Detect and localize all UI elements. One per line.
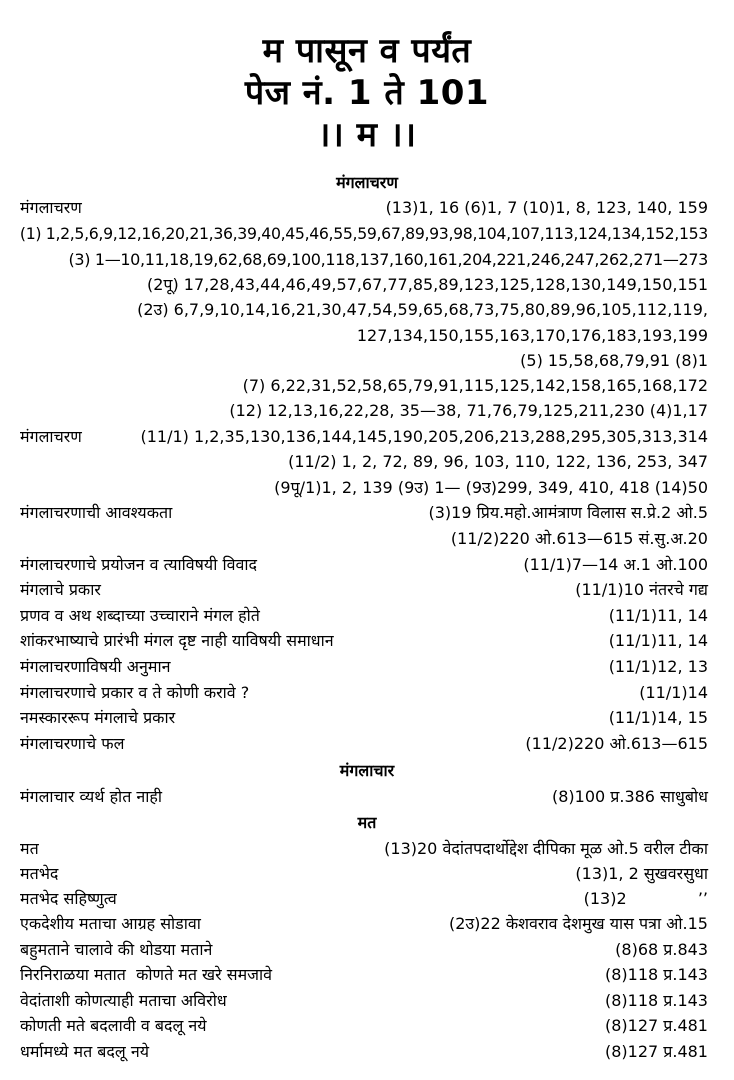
index-entry xyxy=(20,912,708,936)
index-entry xyxy=(20,527,708,551)
entry-reference: (11/2)220 ओ.613—615 सं.सु.अ.20 xyxy=(450,529,708,548)
index-entry xyxy=(20,785,708,809)
entry-label: नमस्काररूप मंगलाचे प्रकार xyxy=(20,708,176,727)
entry-reference: (5) 15,58,68,79,91 (8)1 xyxy=(520,351,708,370)
entry-reference: (13)1, 16 (6)1, 7 (10)1, 8, 123, 140, 159 xyxy=(385,198,708,217)
index-entry xyxy=(20,324,708,348)
index-entry xyxy=(20,349,708,373)
letter-heading: ।। म ।। xyxy=(317,115,417,155)
entry-label: शांकरभाष्याचे प्रारंभी मंगल दृष्ट नाही याविषयी समाधान xyxy=(20,631,334,650)
entry-reference: (11/1)7—14 अ.1 ओ.100 xyxy=(523,555,708,574)
entry-reference: (11/1)14 xyxy=(639,683,708,702)
index-entry xyxy=(20,196,708,220)
entry-reference: (11/1)12, 13 xyxy=(608,657,708,676)
entry-reference: (3)19 प्रिय.महो.आमंत्राण विलास स.प्रे.2 ओ.5 xyxy=(428,503,708,522)
page-title: म पासून व पर्यंत xyxy=(262,31,472,71)
entry-reference: (8)118 प्र.143 xyxy=(604,965,708,984)
index-entry xyxy=(20,222,708,246)
entry-reference: (2उ)22 केशवराव देशमुख यास पत्रा ओ.15 xyxy=(448,914,708,933)
index-entry xyxy=(20,655,708,679)
entry-reference: (11/2) 1, 2, 72, 89, 96, 103, 110, 122, 136, 253, 347 xyxy=(288,452,708,471)
index-entry xyxy=(20,298,708,322)
index-entry xyxy=(20,553,708,577)
entry-label: मंगलाचे प्रकार xyxy=(20,580,101,599)
index-entry xyxy=(20,578,708,602)
entry-reference: (8)127 प्र.481 xyxy=(604,1016,708,1035)
index-entry xyxy=(20,476,708,500)
entry-reference: (8)127 प्र.481 xyxy=(604,1042,708,1061)
entry-reference: (2उ) 6,7,9,10,14,16,21,30,47,54,59,65,68,73,75,80,89,96,105,112,119, xyxy=(137,300,708,319)
index-entry xyxy=(20,399,708,423)
index-entry xyxy=(20,248,708,272)
entry-reference: (13)2 ’’ xyxy=(583,889,708,908)
entry-reference: (8)100 प्र.386 साधुबोध xyxy=(551,787,708,806)
entry-reference: (8)118 प्र.143 xyxy=(604,991,708,1010)
entry-label: वेदांताशी कोणत्याही मताचा अविरोध xyxy=(20,991,227,1010)
index-entry xyxy=(20,681,708,705)
index-entry xyxy=(20,963,708,987)
section-heading: मत xyxy=(357,813,377,832)
index-entry xyxy=(20,450,708,474)
entry-reference: (1) 1,2,5,6,9,12,16,20,21,36,39,40,45,46,55,59,67,89,93,98,104,107,113,124,134,152,153 xyxy=(19,224,708,243)
entry-reference: (11/1)11, 14 xyxy=(608,631,708,650)
entry-reference: (12) 12,13,16,22,28, 35—38, 71,76,79,125,211,230 (4)1,17 xyxy=(229,401,708,420)
section-heading: मंगलाचार xyxy=(339,761,395,780)
entry-label: मंगलाचरणाचे फल xyxy=(20,734,125,753)
entry-reference: (13)20 वेदांतपदार्थोद्देश दीपिका मूळ ओ.5 वरील टीका xyxy=(384,839,708,858)
entry-reference: (9पू/1)1, 2, 139 (9उ) 1— (9उ)299, 349, 410, 418 (14)50 xyxy=(274,478,708,497)
entry-label: मंगलाचरणाविषयी अनुमान xyxy=(20,657,171,676)
entry-reference: (11/2)220 ओ.613—615 xyxy=(525,734,708,753)
index-entry xyxy=(20,862,708,886)
index-entry xyxy=(20,1040,708,1064)
index-entry xyxy=(20,938,708,962)
entry-label: एकदेशीय मताचा आग्रह सोडावा xyxy=(20,914,201,933)
entry-label: मंगलाचरण xyxy=(20,427,82,446)
entry-reference: (13)1, 2 सुखवरसुधा xyxy=(575,864,708,883)
index-entry xyxy=(20,425,708,449)
index-entry xyxy=(20,374,708,398)
index-entry xyxy=(20,273,708,297)
entry-reference: (11/1)14, 15 xyxy=(608,708,708,727)
index-entry xyxy=(20,837,708,861)
index-entry xyxy=(20,989,708,1013)
index-entry xyxy=(20,501,708,525)
entry-reference: (11/1)10 नंतरचे गद्य xyxy=(575,580,708,599)
entry-label: मंगलाचार व्यर्थ होत नाही xyxy=(20,787,163,806)
entry-label: मंगलाचरणाचे प्रकार व ते कोणी करावे ? xyxy=(20,683,250,702)
entry-reference: (3) 1—10,11,18,19,62,68,69,100,118,137,160,161,204,221,246,247,262,271—273 xyxy=(68,250,708,269)
entry-label: मंगलाचरणाचे प्रयोजन व त्याविषयी विवाद xyxy=(20,555,258,574)
entry-label: कोणती मते बदलावी व बदलू नये xyxy=(20,1016,207,1035)
index-entry xyxy=(20,732,708,756)
entry-reference: (11/1)11, 14 xyxy=(608,606,708,625)
entry-label: मतभेद xyxy=(20,864,59,883)
entry-reference: (2पू) 17,28,43,44,46,49,57,67,77,85,89,123,125,128,130,149,150,151 xyxy=(146,275,708,294)
entry-label: मत xyxy=(20,839,39,858)
index-entry xyxy=(20,887,708,911)
entry-label: निरनिराळया मतात कोणते मत खरे समजावे xyxy=(20,965,273,984)
page-range-title: पेज नं. 1 ते 101 xyxy=(244,73,490,113)
index-entry xyxy=(20,706,708,730)
entry-label: मंगलाचरणाची आवश्यकता xyxy=(20,503,173,522)
entry-label: धर्मामध्ये मत बदलू नये xyxy=(20,1042,150,1061)
section-heading: मंगलाचरण xyxy=(336,173,398,192)
entry-reference: (8)68 प्र.843 xyxy=(615,940,708,959)
entry-label: मंगलाचरण xyxy=(20,198,82,217)
entry-label: मतभेद सहिष्णुत्व xyxy=(20,889,117,908)
entry-label: बहुमताने चालावे की थोडया मताने xyxy=(20,940,213,959)
entry-label: प्रणव व अथ शब्दाच्या उच्चाराने मंगल होते xyxy=(20,606,260,625)
index-entry xyxy=(20,629,708,653)
index-entry xyxy=(20,604,708,628)
entry-reference: (11/1) 1,2,35,130,136,144,145,190,205,206,213,288,295,305,313,314 xyxy=(140,427,708,446)
title-block xyxy=(0,30,734,156)
index-entry xyxy=(20,1014,708,1038)
entry-reference: 127,134,150,155,163,170,176,183,193,199 xyxy=(356,326,708,345)
entry-reference: (7) 6,22,31,52,58,65,79,91,115,125,142,158,165,168,172 xyxy=(242,376,708,395)
